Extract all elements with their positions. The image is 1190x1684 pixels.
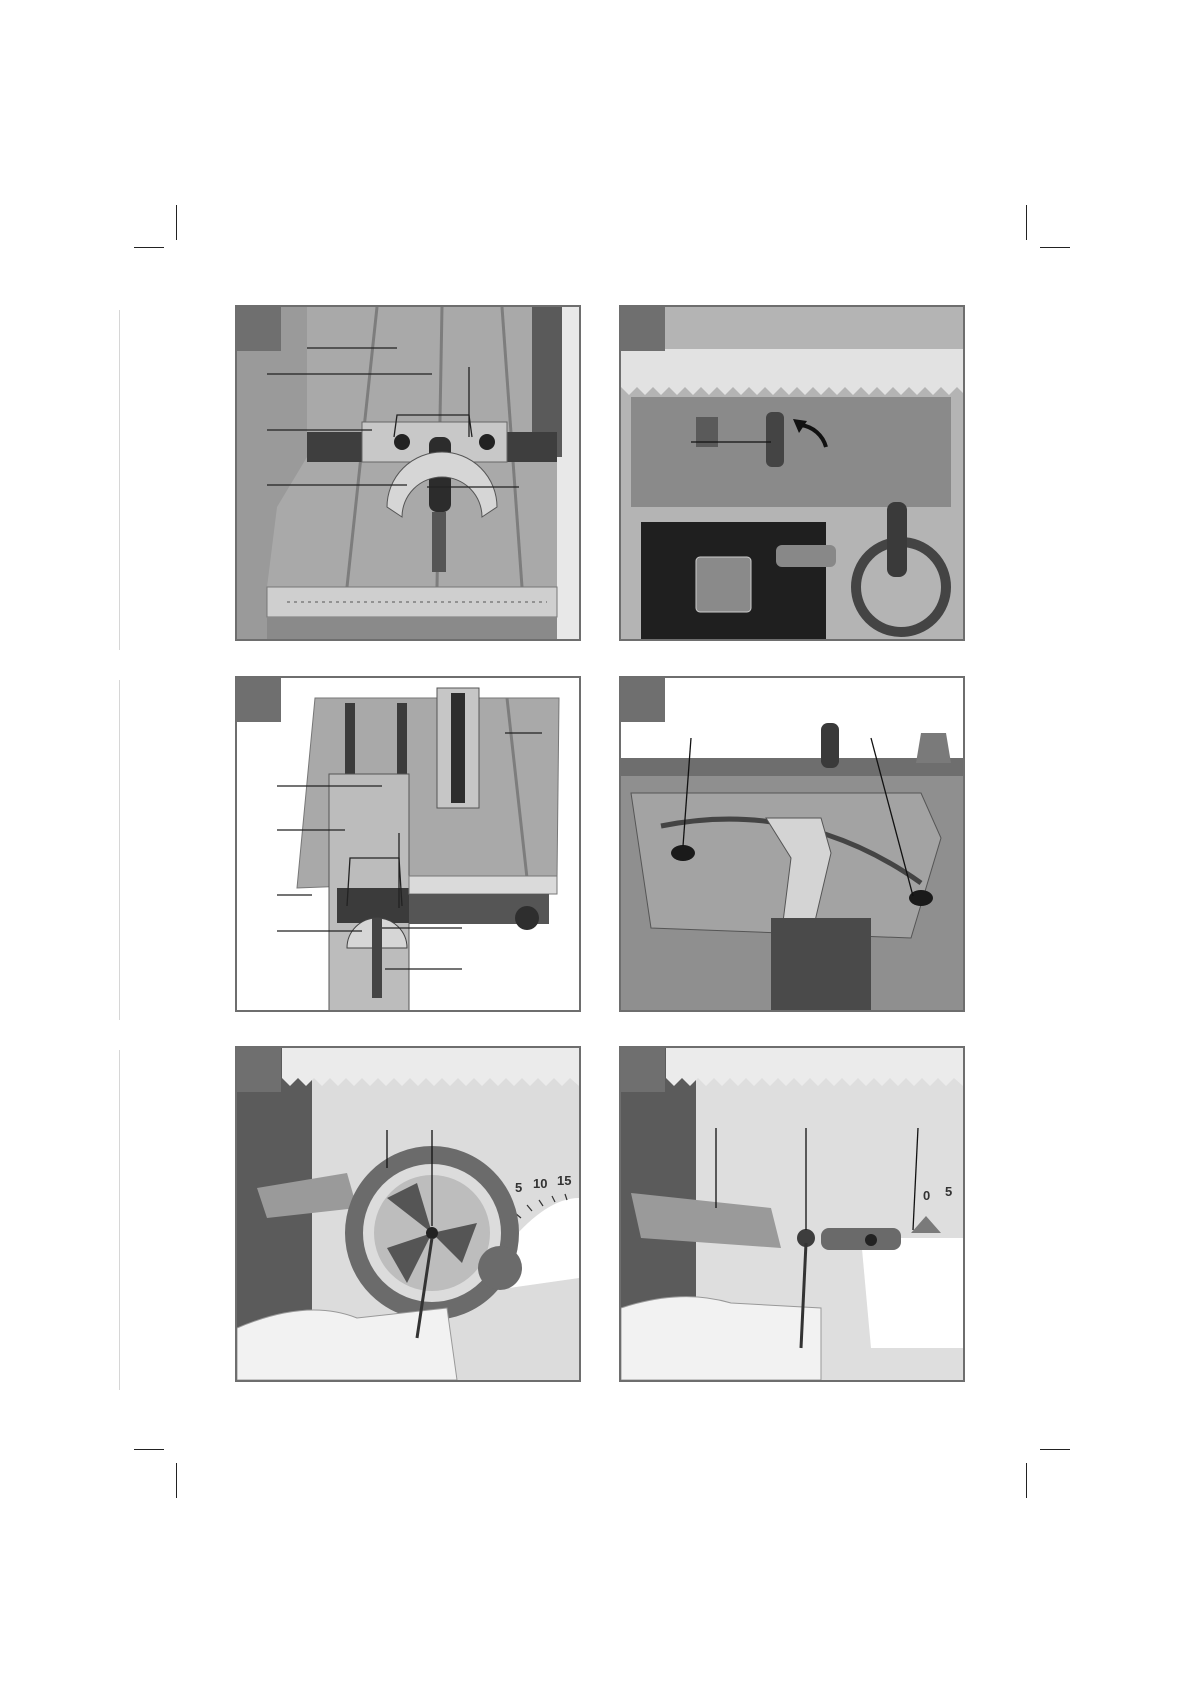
fig6-scale-0: 0 (923, 1188, 931, 1203)
fig5-scale-15: 15 (557, 1173, 572, 1188)
figure-1-illustration (237, 307, 579, 639)
figure-1-number-tab (237, 307, 281, 351)
crop-mark-top-left-vertical (176, 205, 177, 240)
figure-6-number-tab (621, 1048, 665, 1092)
figure-2-illustration (621, 307, 963, 639)
side-rule-2 (119, 680, 120, 1020)
crop-mark-top-right-vertical (1026, 205, 1027, 240)
side-rule-1 (119, 310, 120, 650)
figure-4 (619, 676, 965, 1012)
figure-4-illustration (621, 678, 963, 1010)
figure-6 (619, 1046, 965, 1382)
figure-3-number-tab (237, 678, 281, 722)
figure-5-number-tab (237, 1048, 281, 1092)
crop-mark-bottom-right-vertical (1026, 1463, 1027, 1498)
fig5-scale-5: 5 (515, 1180, 523, 1195)
fig6-scale-5: 5 (945, 1184, 953, 1199)
figure-3-illustration (237, 678, 579, 1010)
side-rule-3 (119, 1050, 120, 1390)
figure-5-illustration (237, 1048, 579, 1380)
crop-mark-bottom-left-vertical (176, 1463, 177, 1498)
figure-2 (619, 305, 965, 641)
figure-6-illustration (621, 1048, 963, 1380)
crop-mark-top-left-horizontal (134, 247, 164, 248)
figure-1 (235, 305, 581, 641)
figure-3 (235, 676, 581, 1012)
crop-mark-bottom-right-horizontal (1040, 1449, 1070, 1450)
crop-mark-bottom-left-horizontal (134, 1449, 164, 1450)
crop-mark-top-right-horizontal (1040, 247, 1070, 248)
fig5-scale-10: 10 (533, 1176, 548, 1191)
figure-2-number-tab (621, 307, 665, 351)
figure-4-number-tab (621, 678, 665, 722)
figure-5 (235, 1046, 581, 1382)
